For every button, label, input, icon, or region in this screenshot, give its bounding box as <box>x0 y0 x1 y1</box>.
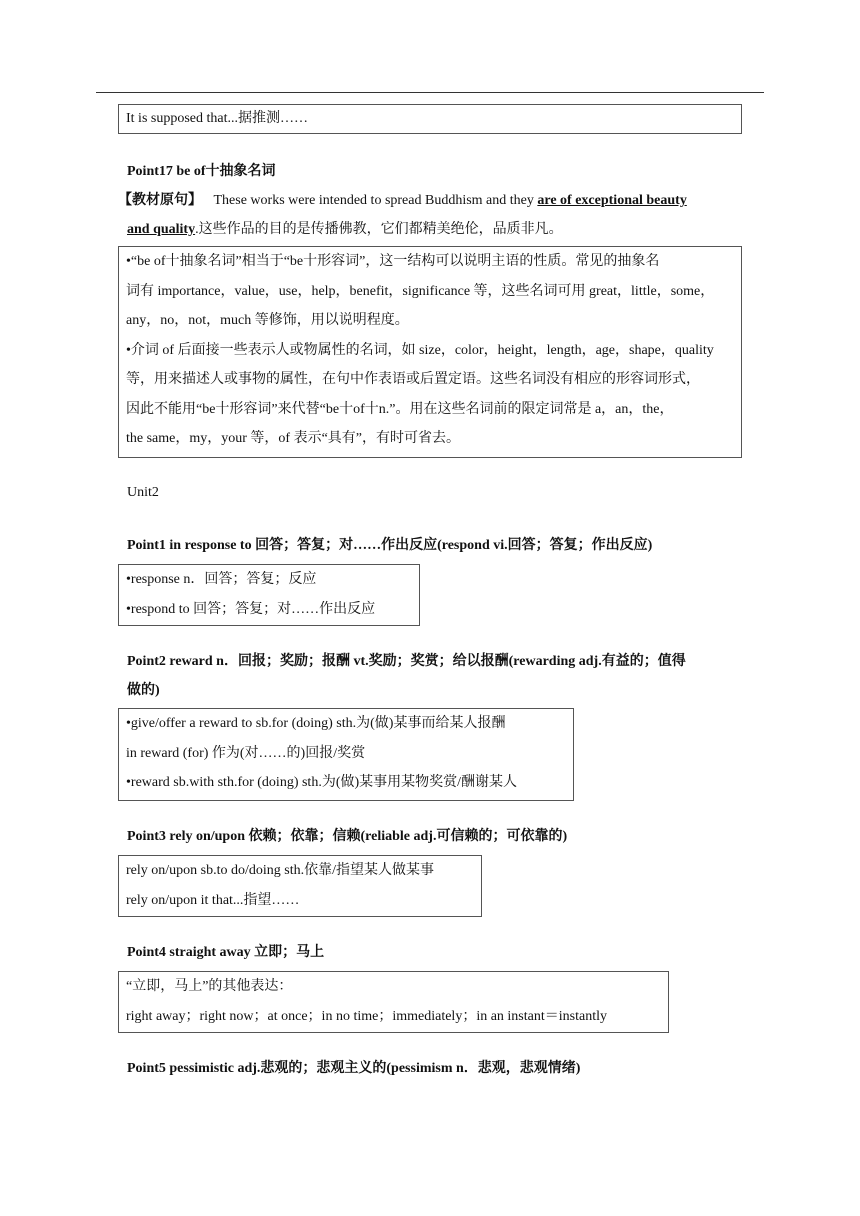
note-line: 等，用来描述人或事物的属性，在句中作表语或后置定语。这些名词没有相应的形容词形式， <box>126 372 700 387</box>
point2-title-cont: 做的) <box>127 683 160 698</box>
note-box-straight-away <box>118 971 669 1033</box>
note-line: any，no，not，much 等修饰，用以说明程度。 <box>126 313 409 328</box>
note-box-response <box>118 564 420 626</box>
note-line: •reward sb.with sth.for (doing) sth.为(做)某事用某物奖赏/酬谢某人 <box>126 775 518 790</box>
note-box-rely <box>118 855 482 917</box>
sentence-part: .这些作品的目的是传播佛教，它们都精美绝伦，品质非凡。 <box>195 222 563 237</box>
note-line: in reward (for) 作为(对……的)回报/奖赏 <box>126 745 366 761</box>
note-box-be-of <box>118 246 742 458</box>
note-line: right away；right now；at once；in no time；immediately；in an instant＝instantly <box>126 1008 607 1024</box>
sentence-part: These works were intended to spread Buddhism and they <box>213 193 538 208</box>
point2-title: Point2 reward n．回报；奖励；报酬 vt.奖励；奖赏；给以报酬(rewarding adj.有益的；值得 <box>127 654 686 669</box>
note-line: rely on/upon sb.to do/doing sth.依靠/指望某人做某事 <box>126 863 434 878</box>
note-line: rely on/upon it that...指望…… <box>126 892 300 908</box>
note-box-supposed <box>118 104 742 134</box>
textbook-tag: 【教材原句】 <box>118 193 202 208</box>
sentence-underlined: and quality <box>127 222 196 237</box>
point1-title: Point1 in response to 回答；答复；对……作出反应(respond vi.回答；答复；作出反应) <box>127 538 653 553</box>
note-line: •response n．回答；答复；反应 <box>126 572 317 587</box>
note-line: the same，my，your 等，of 表示“具有”，有时可省去。 <box>126 431 461 446</box>
point4-title: Point4 straight away 立即；马上 <box>127 945 325 960</box>
textbook-sentence-line1 <box>118 190 687 212</box>
note-line: “立即，马上”的其他表达： <box>126 979 293 994</box>
note-line: 因此不能用“be十形容词”来代替“be十of十n.”。用在这些名词前的限定词常是 a，an，the， <box>126 401 674 417</box>
textbook-sentence-line2 <box>127 219 563 241</box>
point5-title: Point5 pessimistic adj.悲观的；悲观主义的(pessimism n．悲观，悲观情绪) <box>127 1061 581 1076</box>
note-line: •give/offer a reward to sb.for (doing) sth.为(做)某事而给某人报酬 <box>126 716 506 731</box>
point3-title: Point3 rely on/upon 依赖；依靠；信赖(reliable adj.可信赖的；可依靠的) <box>127 829 568 844</box>
note-line: •介词 of 后面接一些表示人或物属性的名词，如 size，color，height，length，age，shape，quality <box>126 342 714 358</box>
note-line: 词有 importance，value，use，help，benefit，significance 等，这些名词可用 great，little，some， <box>126 283 715 299</box>
note-box-reward <box>118 708 574 801</box>
unit-heading: Unit2 <box>127 485 159 500</box>
note-line: •respond to 回答；答复；对……作出反应 <box>126 601 376 617</box>
header-rule <box>96 92 764 93</box>
sentence-underlined: are of exceptional beauty <box>537 193 687 208</box>
note-line: •“be of十抽象名词”相当于“be十形容词”，这一结构可以说明主语的性质。常见的抽象名 <box>126 254 660 269</box>
note-text: It is supposed that...据推测…… <box>126 111 308 126</box>
point17-title: Point17 be of十抽象名词 <box>127 164 276 179</box>
